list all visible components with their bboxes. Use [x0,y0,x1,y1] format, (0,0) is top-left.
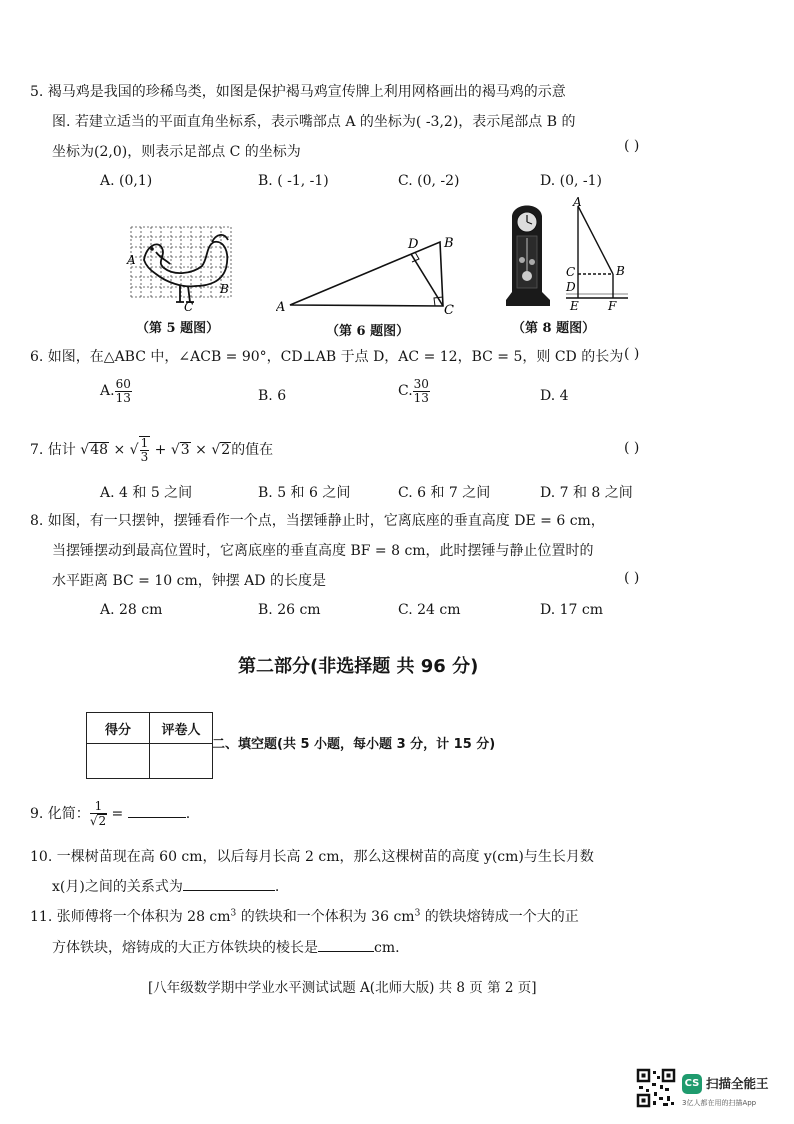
q7-option-d: D. 7 和 8 之间 [540,485,633,501]
q5-option-b: B. ( -1, -1) [258,173,329,189]
score-table [86,712,213,779]
clock-picture [506,206,550,307]
fig6-label-d: D [408,237,419,252]
q7-radicand-2: 3 [180,442,190,459]
qr-code-icon [636,1068,676,1108]
q8-option-d: D. 17 cm [540,602,604,618]
fig6-caption: （第 6 题图） [326,324,410,339]
q10-line2-text: x(月)之间的关系式为 [52,879,183,895]
figure-5 [126,222,236,312]
q7-radicand-1: 48 [90,442,109,459]
q7-times-1: × [113,442,126,459]
q7-expression [30,436,273,463]
q5-option-a: A. (0,1) [100,173,153,189]
fig8-label-f: F [608,299,617,313]
triangle-abc [290,242,443,306]
score-cell [87,744,150,779]
q6-answer-paren: ( ) [624,346,640,362]
q7-times-2: × [195,442,207,459]
q11-line1-part-b: 的铁块和一个体积为 36 cm [236,909,415,925]
part2-title: 第二部分(非选择题 共 96 分) [238,656,479,677]
sqrt-sign: √ [170,442,180,459]
q7-radicand-3: 2 [221,442,231,459]
q7-option-a: A. 4 和 5 之间 [100,485,193,501]
altitude-cd [411,254,443,306]
q6-option-c [398,378,430,404]
fig8-label-e: E [570,299,579,313]
q6-option-c-prefix: C. [398,383,413,400]
sqrt-sign: √ [211,442,221,459]
q10-line2 [52,876,279,896]
q6-option-a [100,378,132,404]
figure-6 [276,228,466,318]
q9-line [30,800,190,828]
q6-text: 6. 如图，在△ABC 中，∠ACB = 90°，CD⊥AB 于点 D，AC = 12，BC = 5，则 CD 的长为 [30,349,624,365]
fig5-caption: （第 5 题图） [136,321,220,336]
fig6-label-a: A [276,300,286,315]
q7-option-b: B. 5 和 6 之间 [258,485,351,501]
q6-option-a-prefix: A. [100,383,115,400]
q9-denominator [90,814,107,828]
fig8-label-c: C [566,265,576,279]
q9-prefix: 9. 化简： [30,805,90,822]
q7-plus: + [154,442,167,459]
q7-fraction-denominator: 3 [140,449,149,464]
q9-period: . [185,805,191,822]
q11-answer-blank[interactable] [318,937,374,952]
q5-answer-paren: ( ) [624,138,640,154]
q8-answer-paren: ( ) [624,570,640,586]
q11-line1-part-a: 11. 张师傅将一个体积为 28 cm [30,909,231,925]
fig8-label-d: D [566,280,576,294]
pendulum-swing-ab [578,206,613,274]
fig5-label-c: C [184,300,194,312]
sqrt-sign: √ [89,813,98,828]
q11-sup-2: 3 [414,908,421,919]
q6-option-b: B. 6 [258,388,287,404]
page-footer: [八年级数学期中学业水平测试试题 A(北师大版) 共 8 页 第 2 页] [148,980,537,996]
q11-line2 [52,937,400,957]
q8-option-b: B. 26 cm [258,602,321,618]
q8-line2: 当摆锤摆动到最高位置时，它离底座的垂直高度 BF = 8 cm，此时摆锤与静止位置时的 [52,543,594,559]
q5-option-d: D. (0, -1) [540,173,602,189]
watermark-tagline: 3亿人都在用的扫描App [682,1099,757,1107]
fill-in-section-heading: 二、填空题(共 5 小题，每小题 3 分，计 15 分) [212,737,496,752]
q8-option-a: A. 28 cm [100,602,163,618]
q5-line1: 5. 褐马鸡是我国的珍稀鸟类，如图是保护褐马鸡宣传牌上利用网格画出的褐马鸡的示意 [30,84,566,100]
q7-answer-paren: ( ) [624,440,640,456]
q11-line1-part-c: 的铁块熔铸成一个大的正 [420,909,579,925]
q7-suffix: 的值在 [231,442,274,459]
grader-cell [150,744,213,779]
fig6-label-b: B [444,236,454,251]
fig8-label-b: B [616,264,625,278]
q9-answer-blank[interactable] [128,803,186,818]
q10-line1: 10. 一棵树苗现在高 60 cm，以后每月长高 2 cm，那么这棵树苗的高度 y(cm)与生长月数 [30,849,594,865]
figure-8 [500,196,630,314]
q6-option-c-denominator: 13 [413,390,429,405]
q5-line2: 图. 若建立适当的平面直角坐标系，表示嘴部点 A 的坐标为( -3,2)，表示尾部点 B 的 [52,114,576,130]
q7-fraction-numerator: 1 [140,436,149,450]
q10-answer-blank[interactable] [183,876,275,891]
fig8-label-a: A [573,196,582,209]
fig8-caption: （第 8 题图） [512,321,596,336]
q6-option-d: D. 4 [540,388,569,404]
bird-drawing [144,235,228,302]
q11-unit: cm. [374,940,400,956]
q6-option-a-numerator: 60 [115,377,131,391]
sqrt-sign: √ [80,442,90,459]
q7-prefix: 7. 估计 [30,442,76,459]
q6-option-c-numerator: 30 [413,377,429,391]
q5-option-c: C. (0, -2) [398,173,460,189]
fig6-label-c: C [444,303,454,318]
q5-line3: 坐标为(2,0)，则表示足部点 C 的坐标为 [52,144,301,160]
grader-header: 评卷人 [150,713,213,744]
q11-sup-1: 3 [230,908,237,919]
q11-line1 [30,906,579,926]
q8-line3: 水平距离 BC = 10 cm，钟摆 AD 的长度是 [52,573,326,589]
camscanner-logo: CS [682,1074,702,1094]
q6-option-a-denominator: 13 [115,390,131,405]
q9-equals: = [107,805,124,822]
q8-option-c: C. 24 cm [398,602,461,618]
q9-numerator: 1 [90,800,107,814]
q8-line1: 8. 如图，有一只摆钟，摆锤看作一个点，当摆锤静止时，它离底座的垂直高度 DE = 6 cm， [30,513,605,529]
fig5-label-a: A [127,253,136,267]
q10-period: . [274,879,280,895]
q7-option-c: C. 6 和 7 之间 [398,485,491,501]
score-header: 得分 [87,713,150,744]
fig5-label-b: B [220,282,229,296]
watermark-app-name: 扫描全能王 [706,1076,769,1091]
q9-radicand: 2 [98,813,107,828]
q11-line2-text: 方体铁块，熔铸成的大正方体铁块的棱长是 [52,940,318,956]
sqrt-sign: √ [129,442,139,459]
